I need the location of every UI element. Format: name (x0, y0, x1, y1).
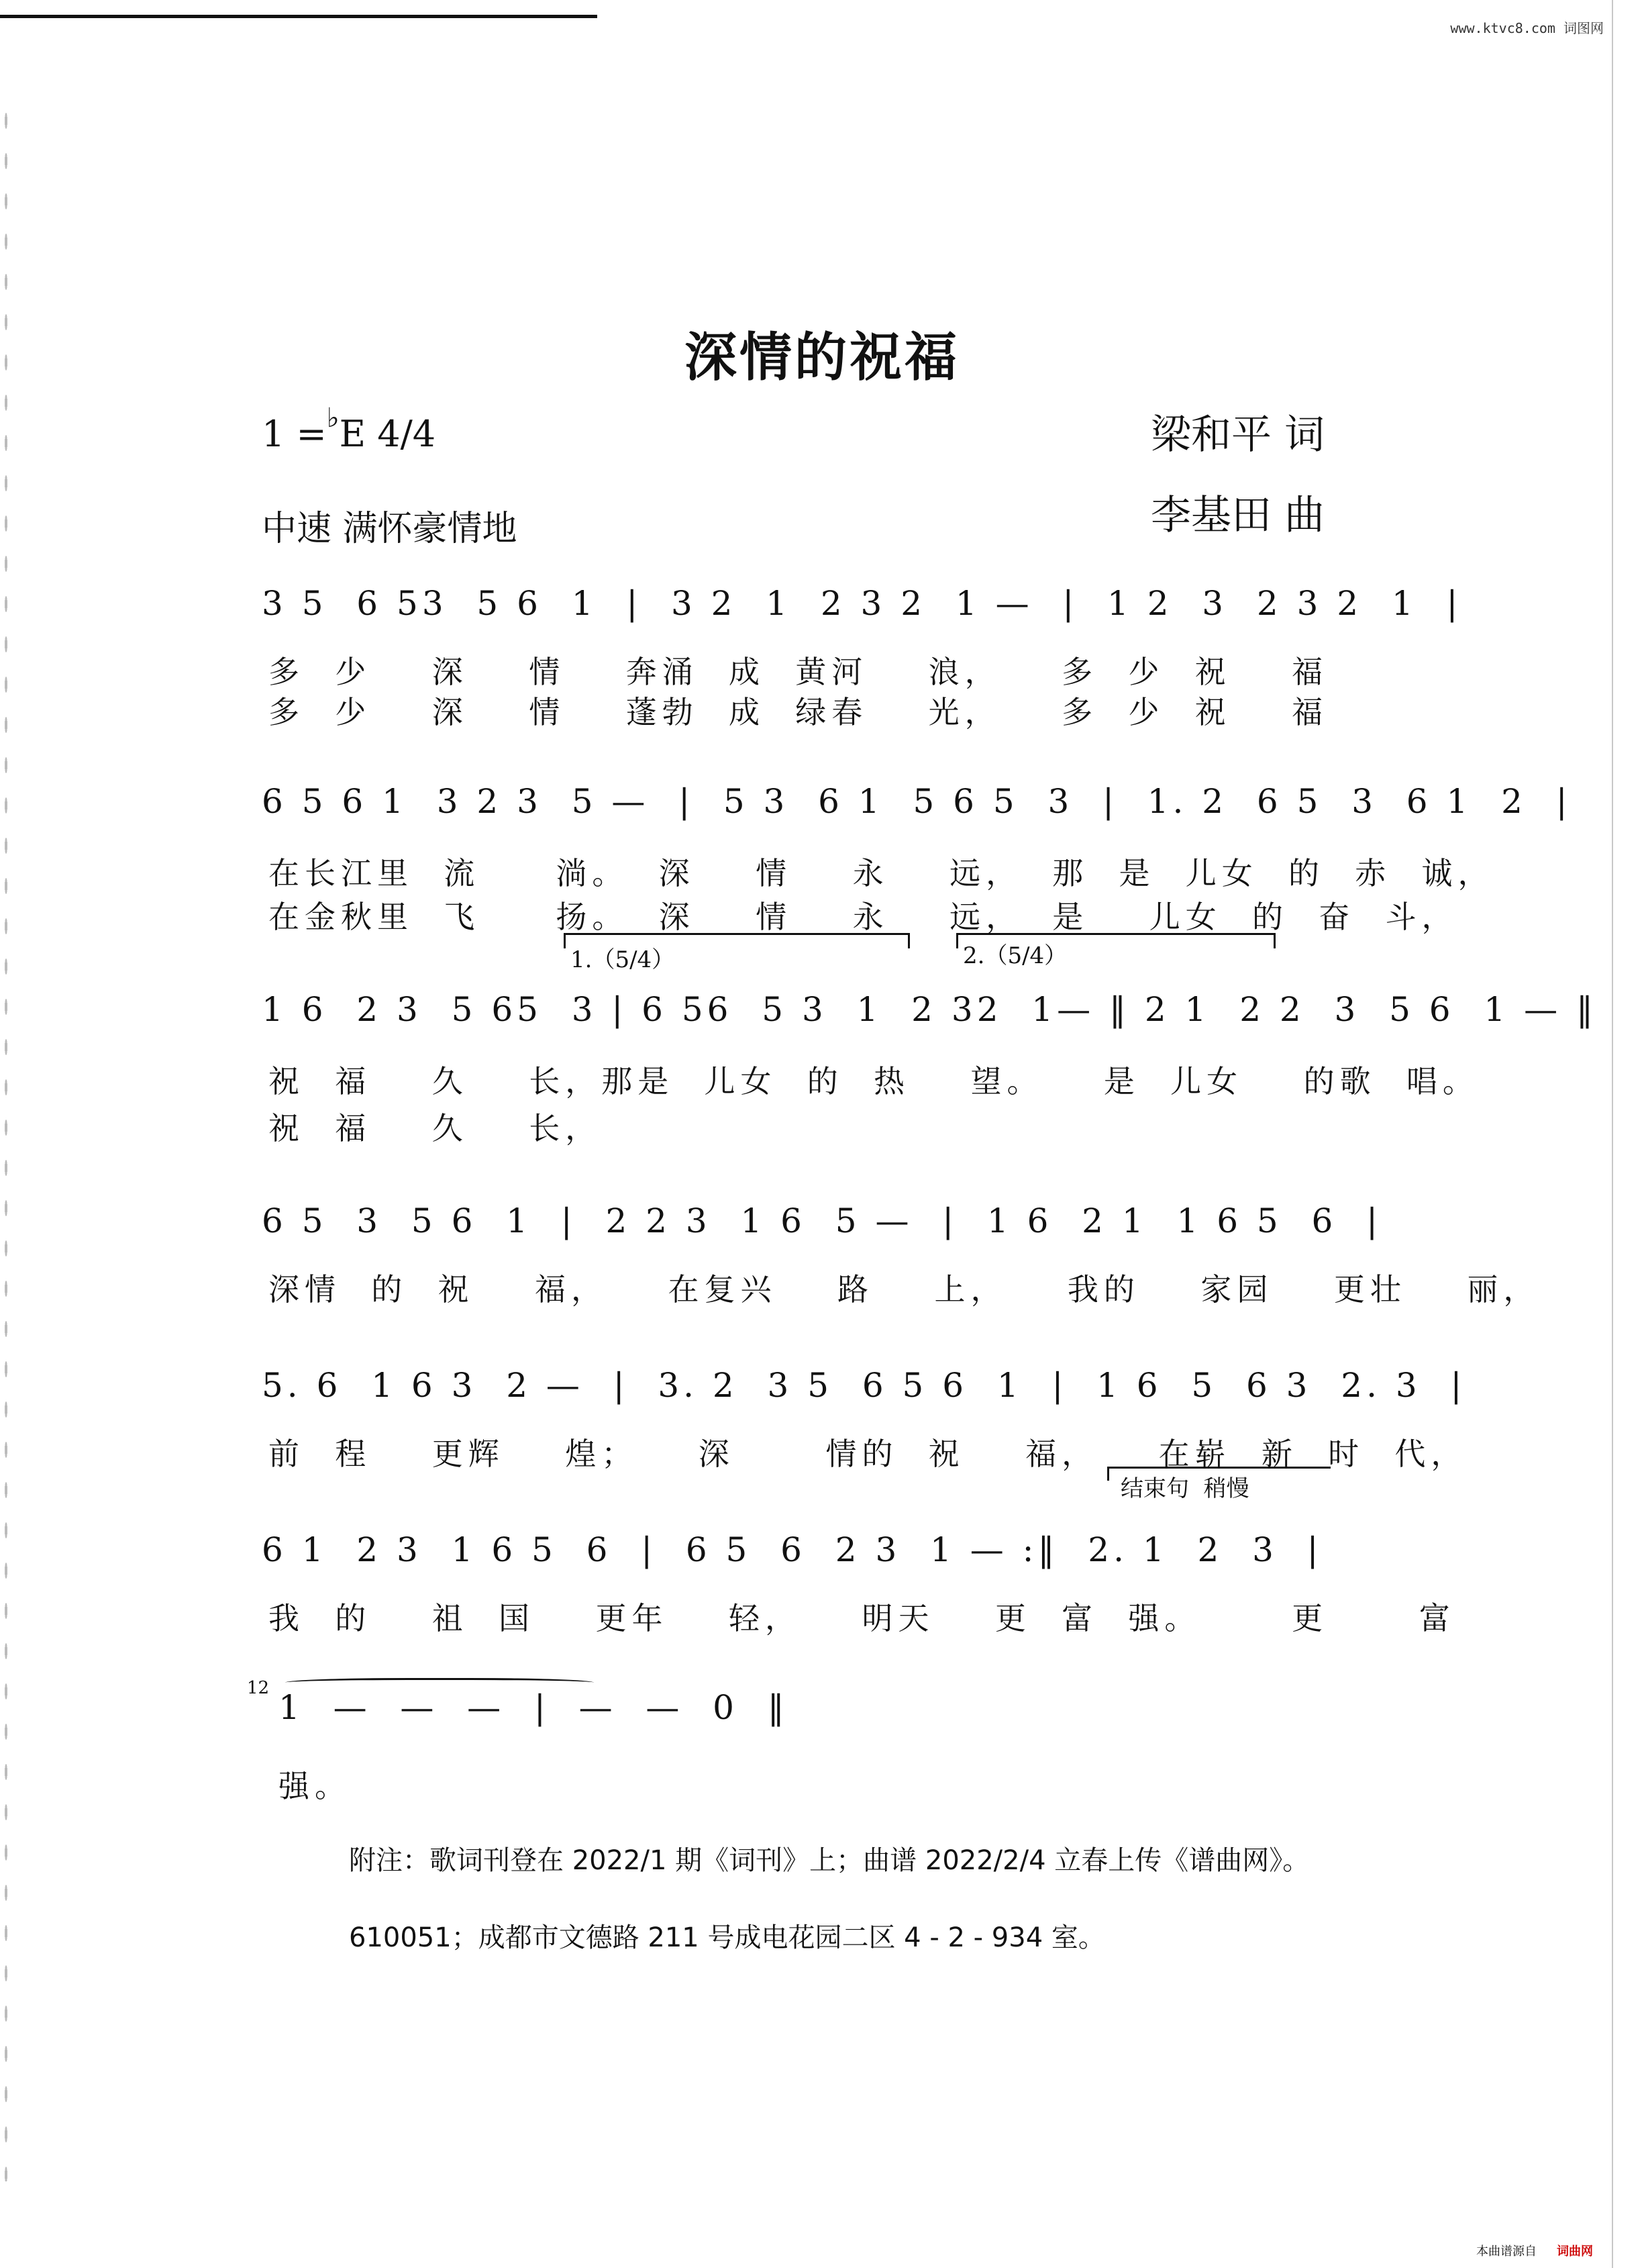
notation-line-2: 6 5 6 1 3 2 3 5 — | 5 3 6 1 5 6 5 3 | 1. 2 6 5 3 6 1 2 | (262, 782, 1572, 821)
lyrics-line-6: 我 的 祖 国 更年 轻， 明天 更 富 强。 更 富 (268, 1600, 1455, 1636)
notation-line-7: 1 — — — | — — 0 ‖ (278, 1688, 788, 1727)
footer-source: 本曲谱源自 词曲网 (1476, 2245, 1593, 2259)
ritardando-note: 结束句 稍慢 (1121, 1475, 1249, 1502)
notation-line-1: 3 5 6 53 5 6 1 | 3 2 1 2 3 2 1 — | 1 2 3 2 3 2 1 | (262, 584, 1462, 623)
volta-label-1: 1.（5/4） (570, 946, 675, 973)
publication-note: 附注：歌词刊登在 2022/1 期《词刊》上；曲谱 2022/2/4 立春上传《谱曲网》。 (349, 1845, 1310, 1876)
lyrics-line-3b: 祝 福 久 长， (268, 1110, 602, 1146)
lyrics-line-4: 深情 的 祝 福， 在复兴 路 上， 我的 家园 更壮 丽， (268, 1271, 1540, 1308)
lyrics-line-1a: 多 少 深 情 奔涌 成 黄河 浪， 多 少 祝 福 (268, 654, 1329, 690)
key-signature: 1 =♭E 4/4 (262, 403, 436, 455)
notation-line-6: 6 1 2 3 1 6 5 6 | 6 5 6 2 3 1 — :‖ 2. 1 2 3 | (262, 1530, 1323, 1569)
tempo-marking: 中速 满怀豪情地 (262, 509, 517, 549)
binding-dots (3, 101, 9, 2181)
lyricist-credit: 梁和平 词 (1151, 411, 1325, 458)
lyrics-line-2b: 在金秋里 飞 扬。 深 情 永 远， 是 儿女 的 奋 斗， (268, 899, 1458, 935)
lyrics-line-3a: 祝 福 久 长，那是 儿女 的 热 望。 是 儿女 的歌 唱。 (268, 1063, 1479, 1099)
address-note: 610051；成都市文德路 211 号成电花园二区 4 - 2 - 934 室。 (349, 1922, 1105, 1953)
site-watermark: www.ktvc8.com 词图网 (1450, 20, 1604, 36)
notation-line-5: 5. 6 1 6 3 2 — | 3. 2 3 5 6 5 6 1 | 1 6 5 6 3 2. 3 | (262, 1366, 1466, 1405)
top-rule (0, 15, 597, 18)
notation-line-3: 1 6 2 3 5 65 3 | 6 56 5 3 1 2 32 1— ‖ 2 1 2 2 3 5 6 1 — ‖ (262, 990, 1598, 1029)
notation-line-4: 6 5 3 5 6 1 | 2 2 3 1 6 5 — | 1 6 2 1 1 6 5 6 | (262, 1201, 1382, 1240)
song-title: 深情的祝福 (684, 328, 960, 388)
grace-notes: 12 (247, 1678, 270, 1698)
lyrics-line-2a: 在长江里 流 淌。 深 情 永 远， 那 是 儿女 的 赤 诚， (268, 855, 1494, 891)
lyrics-line-7: 强。 (278, 1768, 351, 1804)
composer-credit: 李基田 曲 (1151, 492, 1325, 539)
lyrics-line-1b: 多 少 深 情 蓬勃 成 绿春 光， 多 少 祝 福 (268, 694, 1329, 730)
tie-arc (285, 1678, 594, 1689)
volta-label-2: 2.（5/4） (963, 942, 1068, 969)
lyrics-line-5: 前 程 更辉 煌； 深 情的 祝 福， 在崭 新 时 代， (268, 1436, 1468, 1472)
